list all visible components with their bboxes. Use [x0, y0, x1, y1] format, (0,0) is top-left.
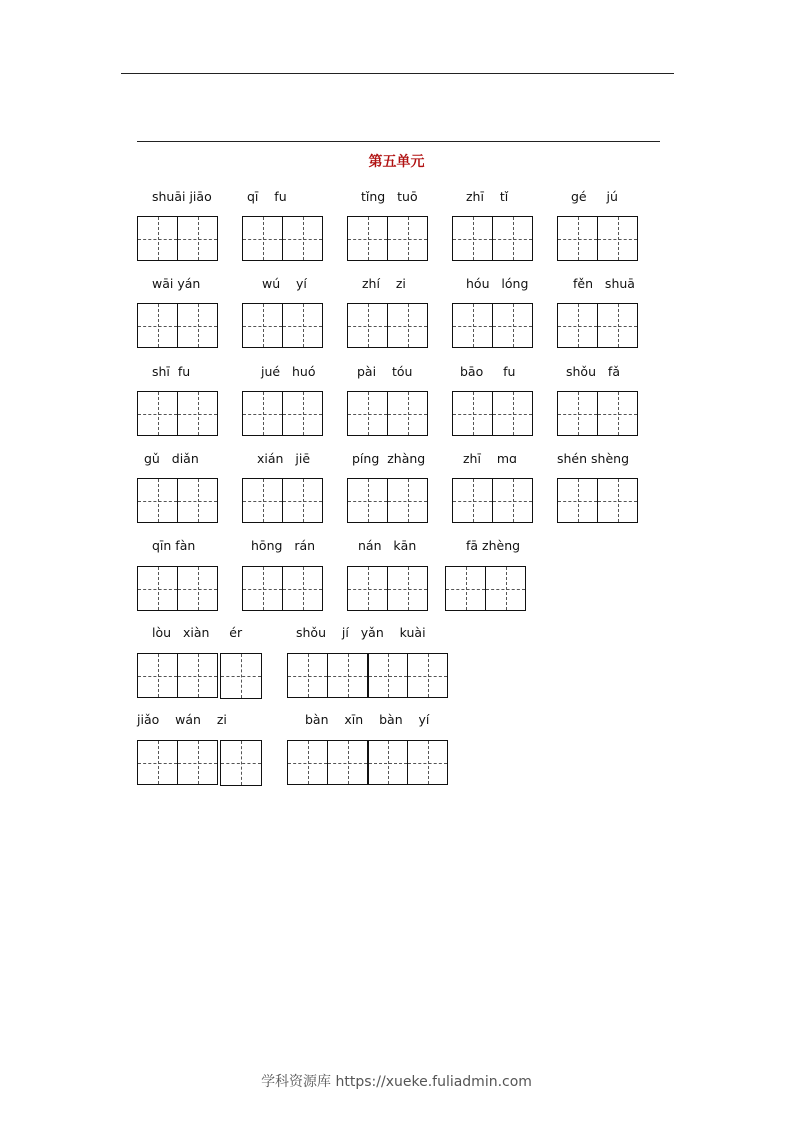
writing-box-group — [452, 478, 533, 523]
pinyin-label: shǒu jí yǎn kuài — [296, 625, 426, 640]
character-writing-box[interactable] — [452, 216, 493, 261]
character-writing-box[interactable] — [557, 478, 598, 523]
character-writing-box[interactable] — [347, 391, 388, 436]
character-writing-box[interactable] — [367, 653, 408, 698]
header-rule — [121, 73, 674, 74]
character-writing-box[interactable] — [282, 478, 323, 523]
writing-box-group — [445, 566, 526, 611]
pinyin-label: jué huó — [261, 364, 316, 379]
writing-box-group — [287, 740, 448, 785]
writing-box-group — [137, 391, 218, 436]
character-writing-box[interactable] — [452, 478, 493, 523]
pinyin-label: shī fu — [152, 364, 191, 379]
writing-box-group — [557, 303, 638, 348]
pinyin-label: hōng rán — [251, 538, 316, 553]
character-writing-box[interactable] — [347, 478, 388, 523]
writing-box-group — [347, 216, 428, 261]
pinyin-label: tǐng tuō — [361, 189, 418, 204]
writing-box-group — [137, 478, 218, 523]
character-writing-box[interactable] — [597, 216, 638, 261]
pinyin-label: shuāi jiāo — [152, 189, 212, 204]
character-writing-box[interactable] — [177, 566, 218, 611]
writing-box-group — [242, 303, 323, 348]
writing-box-group — [557, 216, 638, 261]
writing-box-group — [137, 653, 262, 699]
character-writing-box[interactable] — [242, 566, 283, 611]
character-writing-box[interactable] — [282, 566, 323, 611]
character-writing-box[interactable] — [177, 216, 218, 261]
character-writing-box[interactable] — [282, 303, 323, 348]
character-writing-box[interactable] — [387, 566, 428, 611]
writing-box-group — [452, 303, 533, 348]
character-writing-box[interactable] — [177, 303, 218, 348]
pinyin-label: wú yí — [262, 276, 307, 291]
character-writing-box[interactable] — [137, 391, 178, 436]
writing-box-group — [137, 216, 218, 261]
character-writing-box[interactable] — [597, 391, 638, 436]
pinyin-label: lòu xiàn ér — [152, 625, 243, 640]
pinyin-label: nán kān — [358, 538, 417, 553]
character-writing-box[interactable] — [452, 303, 493, 348]
writing-box-group — [242, 216, 323, 261]
writing-box-group — [137, 566, 218, 611]
character-writing-box[interactable] — [137, 740, 178, 785]
character-writing-box[interactable] — [557, 216, 598, 261]
character-writing-box[interactable] — [242, 303, 283, 348]
footer-watermark: 学科资源库 https://xueke.fuliadmin.com — [261, 1074, 532, 1090]
character-writing-box[interactable] — [220, 740, 262, 786]
character-writing-box[interactable] — [387, 303, 428, 348]
character-writing-box[interactable] — [287, 740, 328, 785]
character-writing-box[interactable] — [407, 653, 448, 698]
character-writing-box[interactable] — [597, 478, 638, 523]
character-writing-box[interactable] — [242, 391, 283, 436]
writing-box-group — [137, 303, 218, 348]
pinyin-label: fěn shuā — [573, 276, 635, 291]
writing-box-group — [557, 391, 638, 436]
character-writing-box[interactable] — [485, 566, 526, 611]
character-writing-box[interactable] — [557, 303, 598, 348]
writing-box-group — [347, 566, 428, 611]
character-writing-box[interactable] — [242, 216, 283, 261]
character-writing-box[interactable] — [597, 303, 638, 348]
pinyin-label: pài tóu — [357, 364, 413, 379]
pinyin-label: jiǎo wán zi — [137, 712, 227, 727]
character-writing-box[interactable] — [347, 303, 388, 348]
character-writing-box[interactable] — [282, 216, 323, 261]
character-writing-box[interactable] — [347, 216, 388, 261]
writing-box-group — [347, 478, 428, 523]
character-writing-box[interactable] — [492, 391, 533, 436]
pinyin-label: zhí zi — [362, 276, 406, 291]
character-writing-box[interactable] — [452, 391, 493, 436]
pinyin-label: qī fu — [247, 189, 287, 204]
pinyin-label: bàn xīn bàn yí — [305, 712, 430, 727]
character-writing-box[interactable] — [387, 391, 428, 436]
writing-box-group — [242, 478, 323, 523]
writing-box-group — [242, 391, 323, 436]
character-writing-box[interactable] — [137, 653, 178, 698]
character-writing-box[interactable] — [220, 653, 262, 699]
character-writing-box[interactable] — [327, 653, 368, 698]
pinyin-label: hóu lóng — [466, 276, 529, 291]
writing-box-group — [287, 653, 448, 698]
writing-box-group — [242, 566, 323, 611]
character-writing-box[interactable] — [387, 216, 428, 261]
pinyin-label: píng zhàng — [352, 451, 426, 466]
writing-box-group — [347, 391, 428, 436]
character-writing-box[interactable] — [177, 653, 218, 698]
writing-box-group — [557, 478, 638, 523]
character-writing-box[interactable] — [287, 653, 328, 698]
pinyin-label: fā zhèng — [466, 538, 521, 553]
character-writing-box[interactable] — [557, 391, 598, 436]
character-writing-box[interactable] — [137, 216, 178, 261]
character-writing-box[interactable] — [242, 478, 283, 523]
pinyin-label: wāi yán — [152, 276, 201, 291]
character-writing-box[interactable] — [177, 391, 218, 436]
character-writing-box[interactable] — [387, 478, 428, 523]
character-writing-box[interactable] — [137, 478, 178, 523]
pinyin-label: shǒu fǎ — [566, 364, 620, 379]
pinyin-label: gé jú — [571, 189, 618, 204]
unit-title: 第五单元 — [368, 154, 425, 170]
pinyin-label: zhī mɑ — [463, 451, 517, 466]
writing-box-group — [452, 216, 533, 261]
writing-box-group — [452, 391, 533, 436]
writing-box-group — [347, 303, 428, 348]
character-writing-box[interactable] — [492, 478, 533, 523]
character-writing-box[interactable] — [445, 566, 486, 611]
pinyin-label: shén shèng — [557, 451, 630, 466]
pinyin-label: qīn fàn — [152, 538, 196, 553]
character-writing-box[interactable] — [327, 740, 368, 785]
section-rule — [137, 141, 660, 142]
character-writing-box[interactable] — [407, 740, 448, 785]
character-writing-box[interactable] — [347, 566, 388, 611]
writing-box-group — [137, 740, 262, 786]
character-writing-box[interactable] — [282, 391, 323, 436]
pinyin-label: gǔ diǎn — [144, 451, 199, 466]
pinyin-label: bāo fu — [460, 364, 516, 379]
character-writing-box[interactable] — [177, 740, 218, 785]
character-writing-box[interactable] — [137, 303, 178, 348]
pinyin-label: zhī tǐ — [466, 189, 509, 204]
character-writing-box[interactable] — [492, 303, 533, 348]
character-writing-box[interactable] — [492, 216, 533, 261]
character-writing-box[interactable] — [177, 478, 218, 523]
character-writing-box[interactable] — [137, 566, 178, 611]
pinyin-label: xián jiē — [257, 451, 311, 466]
character-writing-box[interactable] — [367, 740, 408, 785]
